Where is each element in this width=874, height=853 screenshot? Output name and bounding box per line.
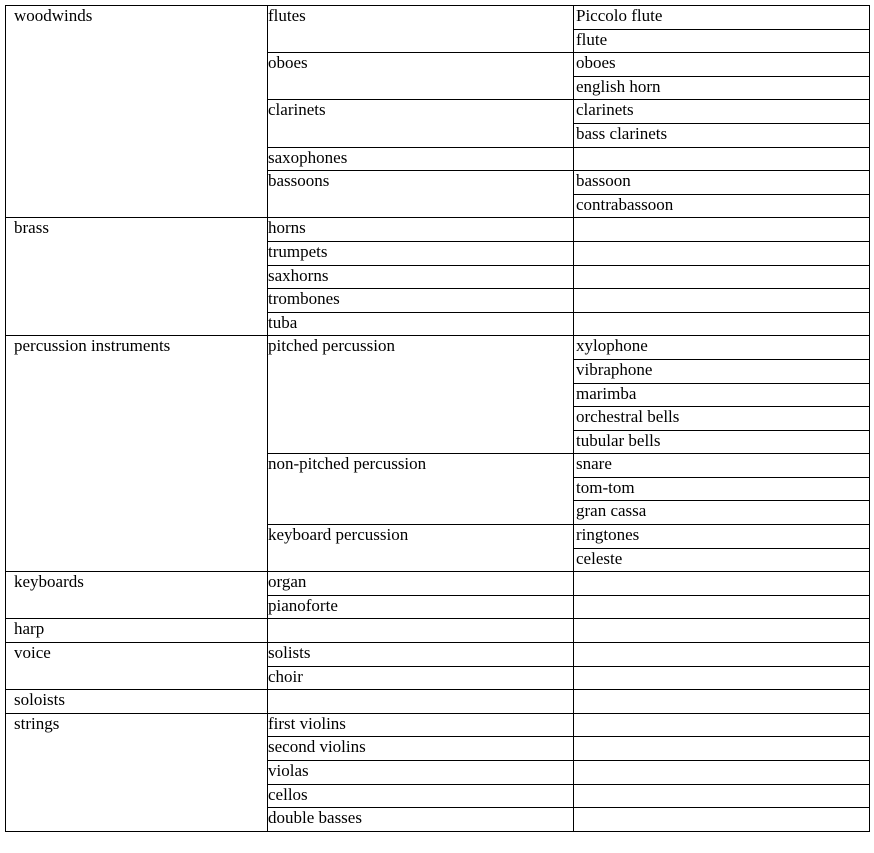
family-cell: pianoforte — [268, 595, 574, 619]
family-cell: saxhorns — [268, 265, 574, 289]
family-cell: solists — [268, 643, 574, 667]
instrument-cell — [574, 808, 870, 832]
instrument-cell: gran cassa — [574, 501, 870, 525]
instrument-cell — [574, 572, 870, 596]
instrument-cell — [574, 737, 870, 761]
instrument-cell — [574, 761, 870, 785]
instrument-cell: Piccolo flute — [574, 6, 870, 30]
instrument-cell — [574, 289, 870, 313]
table-row — [6, 690, 870, 714]
group-cell: soloists — [6, 690, 268, 714]
instrument-cell: marimba — [574, 383, 870, 407]
instrument-cell: oboes — [574, 53, 870, 77]
instrument-cell: english horn — [574, 76, 870, 100]
instrument-cell: orchestral bells — [574, 407, 870, 431]
group-cell: keyboards — [6, 572, 268, 619]
group-cell: harp — [6, 619, 268, 643]
instrument-cell: ringtones — [574, 525, 870, 549]
instrument-table — [5, 5, 870, 832]
instrument-cell — [574, 666, 870, 690]
family-cell: organ — [268, 572, 574, 596]
document-page — [5, 5, 870, 832]
instrument-cell — [574, 643, 870, 667]
family-cell: bassoons — [268, 171, 574, 218]
instrument-cell — [574, 595, 870, 619]
instrument-cell — [574, 265, 870, 289]
instrument-cell: clarinets — [574, 100, 870, 124]
table-row — [6, 218, 870, 242]
group-cell: voice — [6, 643, 268, 690]
instrument-cell — [574, 312, 870, 336]
instrument-table-body — [6, 6, 870, 832]
instrument-cell: xylophone — [574, 336, 870, 360]
family-cell: trombones — [268, 289, 574, 313]
family-cell: keyboard percussion — [268, 525, 574, 572]
instrument-cell: contrabassoon — [574, 194, 870, 218]
instrument-cell — [574, 218, 870, 242]
family-cell: tuba — [268, 312, 574, 336]
group-cell: percussion instruments — [6, 336, 268, 572]
family-cell — [268, 619, 574, 643]
table-row — [6, 572, 870, 596]
family-cell: flutes — [268, 6, 574, 53]
family-cell: saxophones — [268, 147, 574, 171]
family-cell: first violins — [268, 713, 574, 737]
instrument-cell: bass clarinets — [574, 123, 870, 147]
instrument-cell — [574, 147, 870, 171]
table-row — [6, 336, 870, 360]
family-cell: horns — [268, 218, 574, 242]
family-cell — [268, 690, 574, 714]
group-cell: woodwinds — [6, 6, 268, 218]
family-cell: trumpets — [268, 241, 574, 265]
instrument-cell: flute — [574, 29, 870, 53]
group-cell: strings — [6, 713, 268, 831]
table-row — [6, 643, 870, 667]
instrument-cell — [574, 713, 870, 737]
instrument-cell — [574, 241, 870, 265]
family-cell: clarinets — [268, 100, 574, 147]
family-cell: violas — [268, 761, 574, 785]
instrument-cell — [574, 784, 870, 808]
instrument-cell: bassoon — [574, 171, 870, 195]
instrument-cell: celeste — [574, 548, 870, 572]
table-row — [6, 619, 870, 643]
instrument-cell: tom-tom — [574, 477, 870, 501]
family-cell: choir — [268, 666, 574, 690]
table-row — [6, 713, 870, 737]
table-row — [6, 6, 870, 30]
family-cell: second violins — [268, 737, 574, 761]
instrument-cell — [574, 690, 870, 714]
family-cell: cellos — [268, 784, 574, 808]
instrument-cell: vibraphone — [574, 359, 870, 383]
family-cell: non-pitched percussion — [268, 454, 574, 525]
family-cell: pitched percussion — [268, 336, 574, 454]
family-cell: oboes — [268, 53, 574, 100]
group-cell: brass — [6, 218, 268, 336]
instrument-cell: snare — [574, 454, 870, 478]
instrument-cell — [574, 619, 870, 643]
instrument-cell: tubular bells — [574, 430, 870, 454]
family-cell: double basses — [268, 808, 574, 832]
